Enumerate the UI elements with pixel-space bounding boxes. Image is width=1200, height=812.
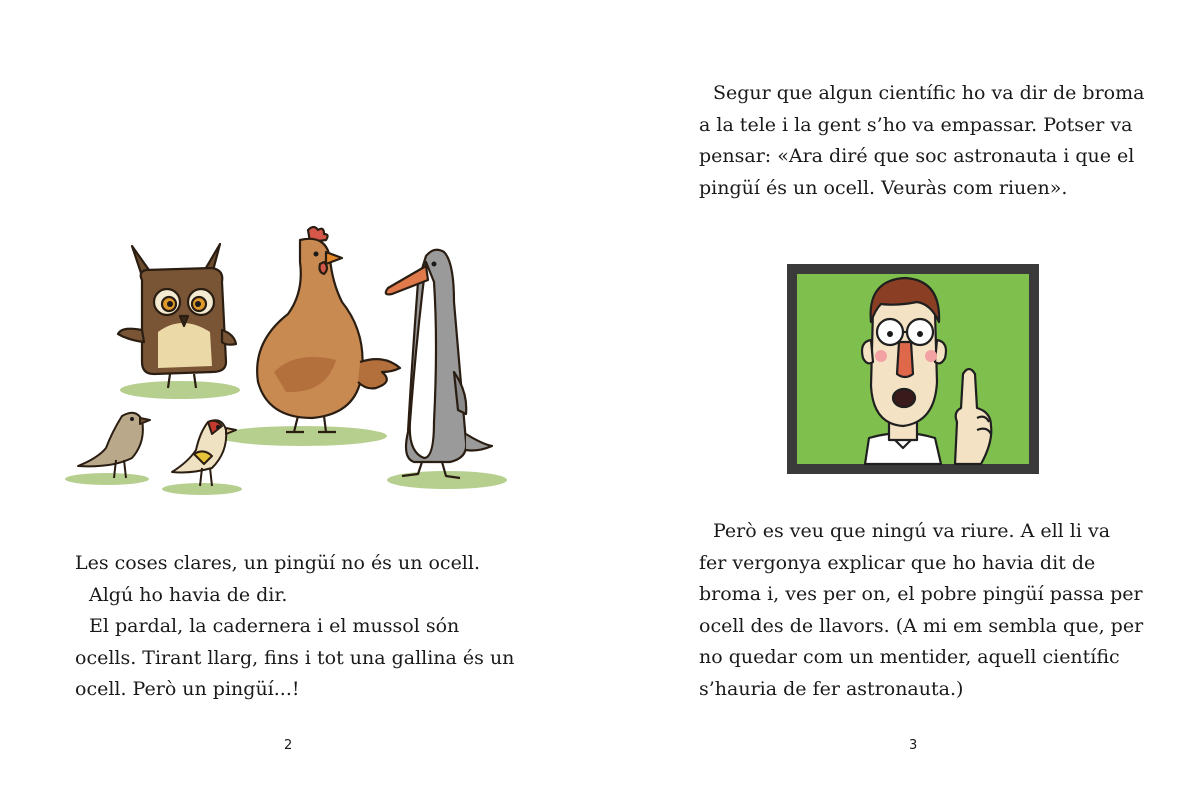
paragraph-line: El pardal, la cadernera i el mussol són xyxy=(89,615,460,637)
grass-patch xyxy=(387,471,507,489)
goldfinch xyxy=(172,420,236,486)
page-number: 3 xyxy=(909,738,918,753)
birds-illustration xyxy=(62,222,512,497)
right-page-bottom-text xyxy=(699,516,1143,705)
grass-patch xyxy=(65,473,149,485)
paragraph-line: pingüí és un ocell. Veuràs com riuen». xyxy=(699,176,1068,199)
grass-patch xyxy=(217,426,387,446)
left-page-text xyxy=(75,548,514,706)
paragraph-line: Algú ho havia de dir. xyxy=(89,583,288,606)
owl xyxy=(118,244,236,388)
paragraph-line: Les coses clares, un pingüí no és un ocell. xyxy=(75,552,481,574)
tv-scientist-illustration xyxy=(785,262,1041,476)
paragraph-line: s’hauria de fer astronauta.) xyxy=(699,677,964,700)
sparrow xyxy=(78,413,150,478)
paragraph-line: Segur que algun científic ho va dir de broma xyxy=(713,82,1145,104)
paragraph-line: broma i, ves per on, el pobre pingüí passa per xyxy=(699,583,1143,605)
paragraph-line: pensar: «Ara diré que soc astronauta i que el xyxy=(699,145,1135,167)
paragraph-line: no quedar com un mentider, aquell científic xyxy=(699,646,1120,668)
grass-patch xyxy=(162,483,242,495)
hen xyxy=(257,227,400,432)
right-page xyxy=(600,0,1200,812)
penguin xyxy=(386,250,492,478)
paragraph-line: a la tele i la gent s’ho va empassar. Potser va xyxy=(699,113,1133,136)
paragraph-line: ocells. Tirant llarg, fins i tot una gallina és un xyxy=(75,646,515,669)
paragraph-line: fer vergonya explicar que ho havia dit de xyxy=(699,551,1096,574)
paragraph-line: Però es veu que ningú va riure. A ell li va xyxy=(713,520,1111,542)
page-number: 2 xyxy=(284,738,293,753)
right-page-top-text xyxy=(699,78,1144,204)
paragraph-line: ocell des de llavors. (A mi em sembla que, per xyxy=(699,614,1144,637)
paragraph-line: ocell. Però un pingüí...! xyxy=(75,678,300,700)
grass-patch xyxy=(120,381,240,399)
